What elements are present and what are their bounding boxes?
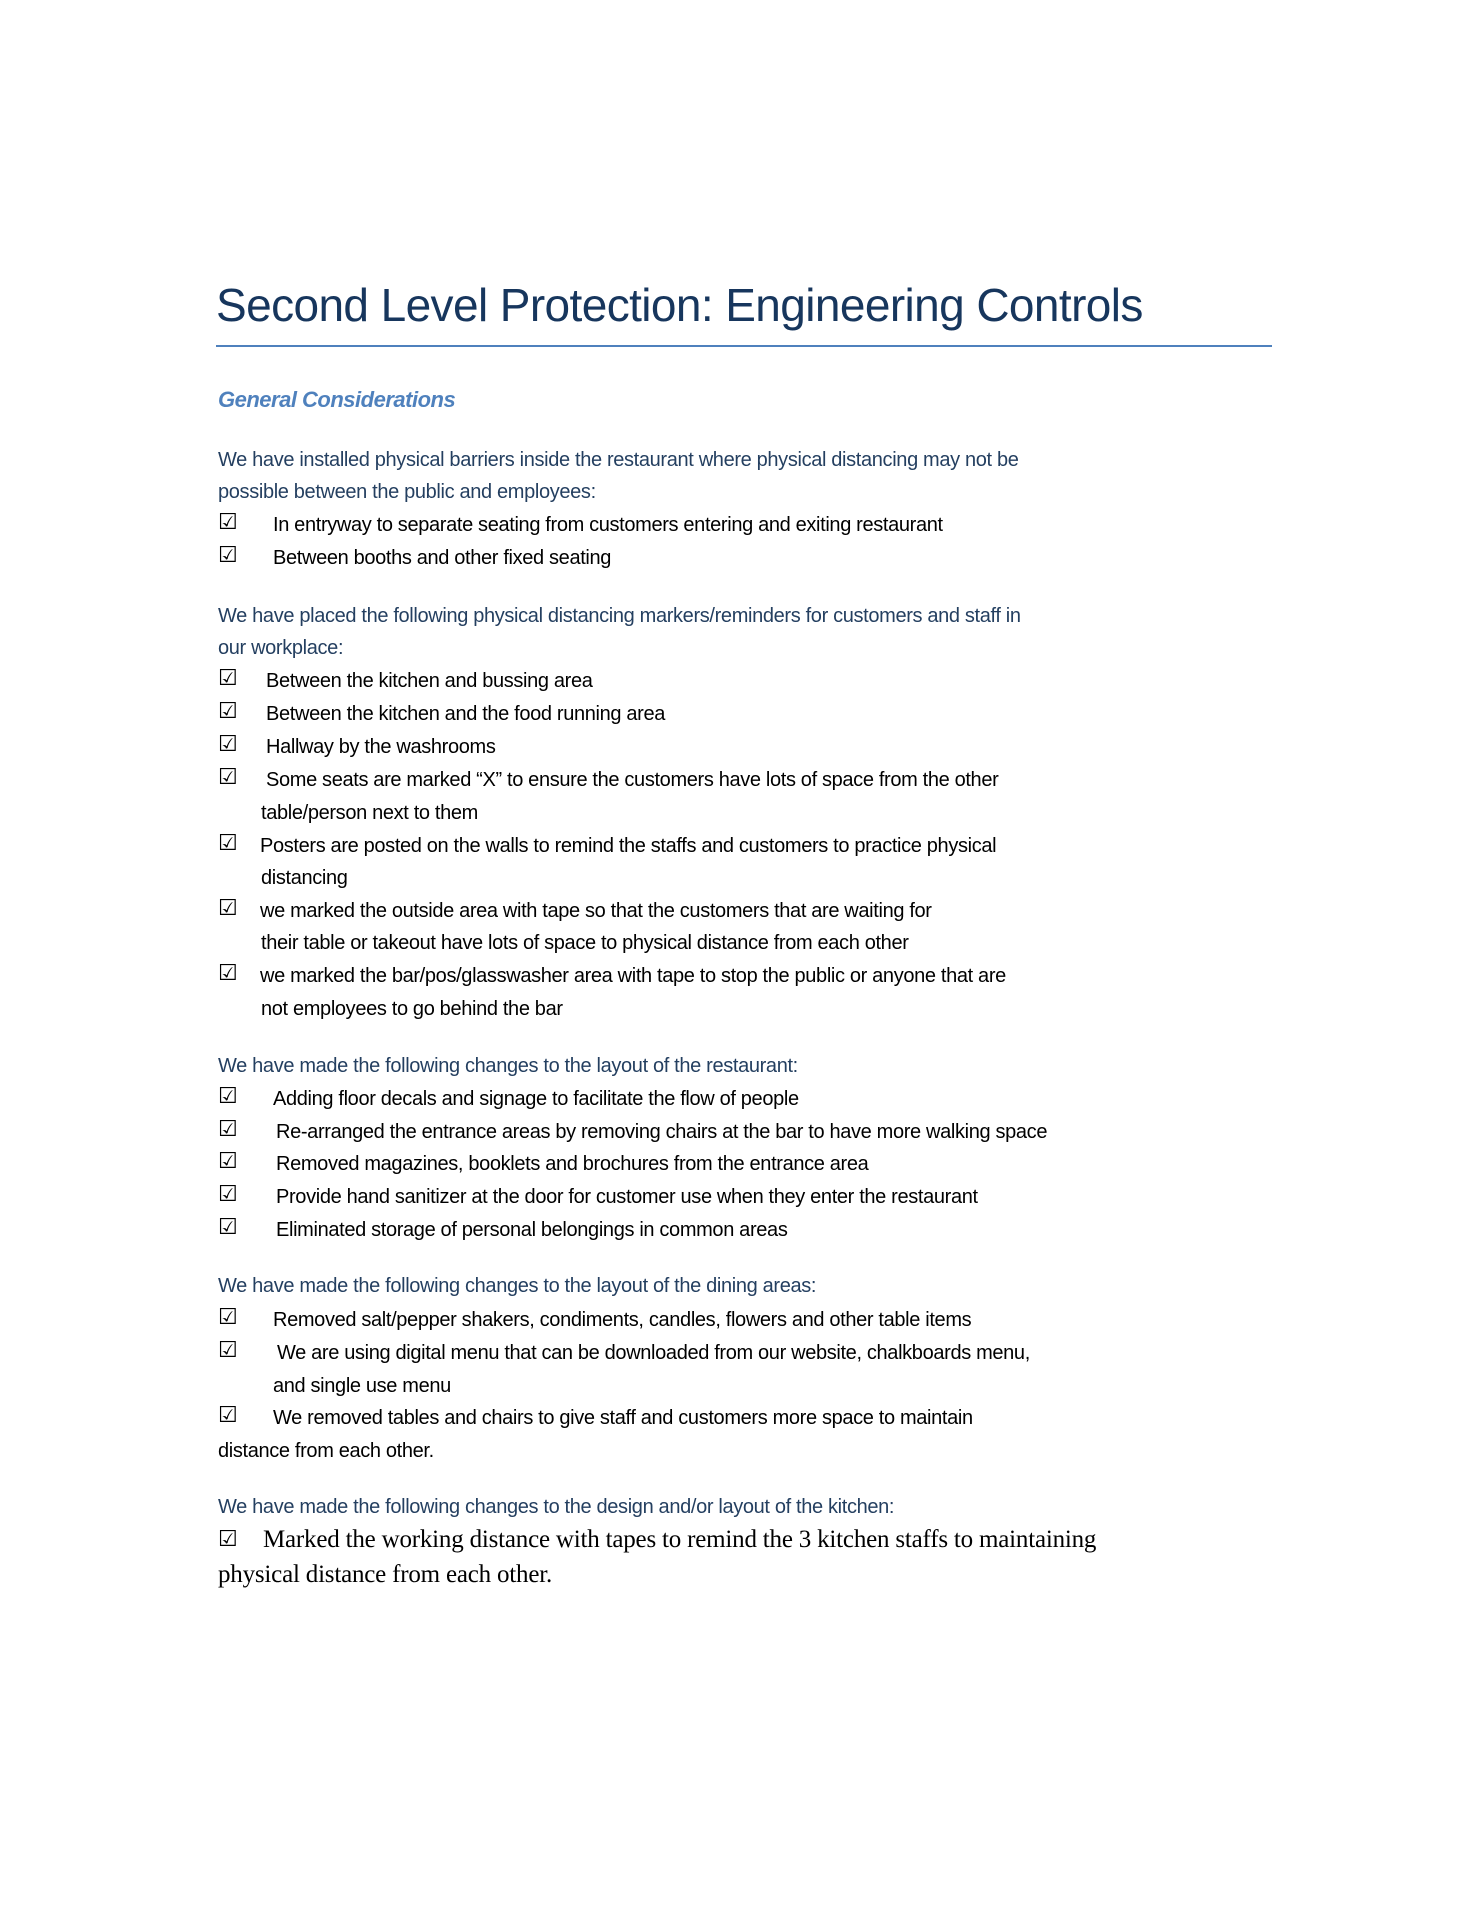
section-intro: We have placed the following physical distancing markers/reminders for customers and staff in xyxy=(218,605,1021,627)
list-item: Hallway by the washrooms xyxy=(266,736,496,758)
page-title: Second Level Protection: Engineering Controls xyxy=(216,279,1143,331)
title-divider xyxy=(216,345,1272,347)
checkbox-checked-icon: ☑ xyxy=(218,1148,238,1173)
list-item: In entryway to separate seating from customers entering and exiting restaurant xyxy=(273,514,943,536)
checkbox-checked-icon: ☑ xyxy=(218,1083,238,1108)
checkbox-checked-icon: ☑ xyxy=(218,830,238,855)
list-item: Posters are posted on the walls to remind the staffs and customers to practice physical xyxy=(260,835,997,857)
list-item-continuation: distance from each other. xyxy=(218,1440,434,1462)
checkbox-checked-icon: ☑ xyxy=(218,1116,238,1141)
section-intro: We have installed physical barriers inside the restaurant where physical distancing may not be xyxy=(218,449,1019,471)
checkbox-checked-icon: ☑ xyxy=(218,1337,238,1362)
list-item-continuation: distancing xyxy=(261,867,348,889)
list-item: Adding floor decals and signage to facilitate the flow of people xyxy=(273,1088,799,1110)
list-item: Eliminated storage of personal belongings in common areas xyxy=(276,1219,788,1241)
list-item: We removed tables and chairs to give staff and customers more space to maintain xyxy=(273,1407,973,1429)
checkbox-checked-icon: ☑ xyxy=(218,731,238,756)
checkbox-checked-icon: ☑ xyxy=(218,895,238,920)
section-intro: We have made the following changes to the layout of the restaurant: xyxy=(218,1055,798,1077)
section-intro: We have made the following changes to the design and/or layout of the kitchen: xyxy=(218,1496,895,1518)
checkbox-checked-icon: ☑ xyxy=(218,542,238,567)
section-heading: General Considerations xyxy=(218,387,456,412)
checkbox-checked-icon: ☑ xyxy=(218,764,238,789)
section-intro: possible between the public and employees: xyxy=(218,481,596,503)
list-item-continuation: table/person next to them xyxy=(261,802,478,824)
list-item: Marked the working distance with tapes to remind the 3 kitchen staffs to maintaining xyxy=(263,1526,1097,1553)
list-item: We are using digital menu that can be downloaded from our website, chalkboards menu, xyxy=(277,1342,1030,1364)
list-item: we marked the outside area with tape so that the customers that are waiting for xyxy=(260,900,932,922)
list-item: Removed salt/pepper shakers, condiments, candles, flowers and other table items xyxy=(273,1309,972,1331)
section-intro: our workplace: xyxy=(218,637,344,659)
checkbox-checked-icon: ☑ xyxy=(218,1304,238,1329)
list-item: Removed magazines, booklets and brochures from the entrance area xyxy=(276,1153,869,1175)
list-item: Between booths and other fixed seating xyxy=(273,547,612,569)
checkbox-checked-icon: ☑ xyxy=(218,698,238,723)
list-item-continuation: not employees to go behind the bar xyxy=(261,998,563,1020)
list-item: Some seats are marked “X” to ensure the customers have lots of space from the other xyxy=(266,769,999,791)
list-item: Re-arranged the entrance areas by removing chairs at the bar to have more walking space xyxy=(276,1121,1048,1143)
checkbox-checked-icon: ☑ xyxy=(218,1214,238,1239)
list-item: Between the kitchen and bussing area xyxy=(266,670,593,692)
checkbox-checked-icon: ☑ xyxy=(218,1181,238,1206)
section-intro: We have made the following changes to the layout of the dining areas: xyxy=(218,1275,817,1297)
checkbox-checked-icon: ☑ xyxy=(218,960,238,985)
list-item-continuation: and single use menu xyxy=(273,1375,451,1397)
checkbox-checked-icon: ☑ xyxy=(218,509,238,534)
list-item-continuation: their table or takeout have lots of space to physical distance from each other xyxy=(261,932,909,954)
list-item: we marked the bar/pos/glasswasher area with tape to stop the public or anyone that are xyxy=(260,965,1006,987)
list-item-continuation: physical distance from each other. xyxy=(218,1561,553,1588)
list-item: Provide hand sanitizer at the door for customer use when they enter the restaurant xyxy=(276,1186,978,1208)
list-item: Between the kitchen and the food running area xyxy=(266,703,665,725)
checkbox-checked-icon: ☑ xyxy=(218,665,238,690)
checkbox-checked-icon: ☑ xyxy=(218,1526,238,1551)
checkbox-checked-icon: ☑ xyxy=(218,1402,238,1427)
